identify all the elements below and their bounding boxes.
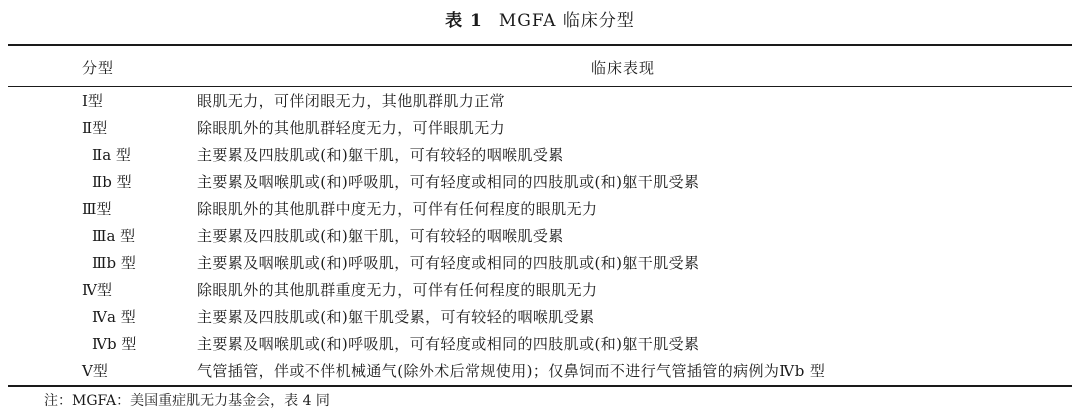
row-type: Ⅱa 型: [92, 146, 131, 164]
row-description: 气管插管，伴或不伴机械通气(除外术后常规使用)；仅鼻饲而不进行气管插管的病例为Ⅳb 型: [197, 362, 826, 380]
header-description: 临床表现: [591, 59, 656, 77]
row-description: 除眼肌外的其他肌群重度无力，可伴有任何程度的眼肌无力: [197, 281, 598, 299]
table-row: [0, 277, 1080, 304]
table-footnote: 注：MGFA：美国重症肌无力基金会，表 4 同: [44, 393, 330, 409]
table-row: [0, 142, 1080, 169]
row-type: Ⅱ型: [82, 119, 108, 137]
table-row: [0, 223, 1080, 250]
row-type: Ⅳa 型: [92, 308, 136, 326]
row-type: Ⅱb 型: [92, 173, 132, 191]
table-body: [0, 88, 1080, 385]
header-type: 分型: [82, 59, 115, 77]
row-description: 主要累及四肢肌或(和)躯干肌，可有较轻的咽喉肌受累: [197, 146, 564, 164]
header-rule: [8, 86, 1072, 87]
row-type: Ⅲ型: [82, 200, 112, 218]
row-description: 主要累及四肢肌或(和)躯干肌受累，可有较轻的咽喉肌受累: [197, 308, 595, 326]
row-description: 主要累及咽喉肌或(和)呼吸肌，可有轻度或相同的四肢肌或(和)躯干肌受累: [197, 173, 700, 191]
row-description: 主要累及四肢肌或(和)躯干肌，可有较轻的咽喉肌受累: [197, 227, 564, 245]
table-row: [0, 169, 1080, 196]
row-description: 主要累及咽喉肌或(和)呼吸肌，可有轻度或相同的四肢肌或(和)躯干肌受累: [197, 254, 700, 272]
table-row: [0, 331, 1080, 358]
table-row: [0, 304, 1080, 331]
bottom-rule: [8, 385, 1072, 387]
table-row: [0, 250, 1080, 277]
table-row: [0, 196, 1080, 223]
table-header: [0, 46, 1080, 86]
table-row: [0, 115, 1080, 142]
row-type: Ⅰ型: [82, 92, 103, 110]
row-type: Ⅴ型: [82, 362, 108, 380]
row-description: 除眼肌外的其他肌群中度无力，可伴有任何程度的眼肌无力: [197, 200, 598, 218]
row-description: 除眼肌外的其他肌群轻度无力，可伴眼肌无力: [197, 119, 506, 137]
table-title: [0, 8, 1080, 34]
row-description: 眼肌无力，可伴闭眼无力，其他肌群肌力正常: [197, 92, 506, 110]
row-type: Ⅳ型: [82, 281, 112, 299]
table-caption: MGFA 临床分型: [498, 11, 635, 31]
table-row: [0, 358, 1080, 385]
row-type: Ⅲb 型: [92, 254, 136, 272]
table-row: [0, 88, 1080, 115]
row-type: Ⅲa 型: [92, 227, 136, 245]
row-type: Ⅳb 型: [92, 335, 137, 353]
table-number: 表 1: [445, 11, 483, 31]
row-description: 主要累及咽喉肌或(和)呼吸肌，可有轻度或相同的四肢肌或(和)躯干肌受累: [197, 335, 700, 353]
